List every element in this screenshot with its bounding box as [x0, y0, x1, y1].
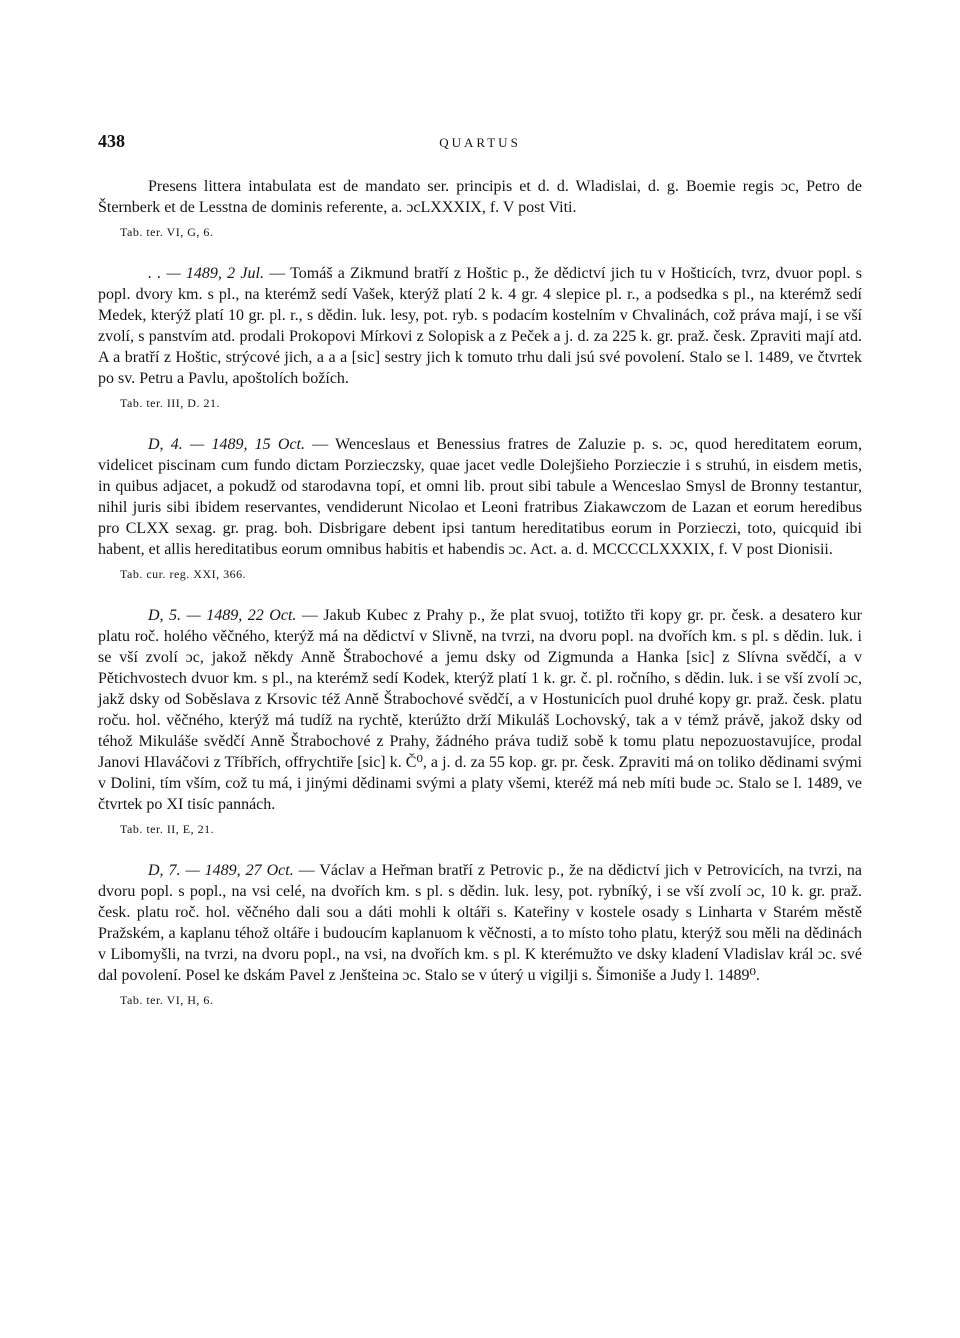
- entry-text: [98, 605, 862, 815]
- entry-source: Tab. ter. VI, H, 6.: [120, 993, 214, 1007]
- entry: [98, 176, 862, 241]
- entry-source: Tab. cur. reg. XXI, 366.: [120, 567, 247, 581]
- entry-body: — Václav a Heřman bratří z Petrovic p., že na dědictví jich v Petrovicích, na tvrzi, na dvoru popl. s popl., na vsi celé, na dvořích km. s pl. s dědin. luk. lesy, pot. rybníký, i se vší zvolí ɔc, 10 k. gr. praž. česk. platu roč. hol. věčného dali sou a dáti mohli k oltáři s. Kateřiny v kostele osady s Linharta v Starém městě Pražském, a kaplanu téhož oltáře i budoucím kaplanuom k věčnosti, a to místo toho platu, kterýž sou měli na dědinách v Libomyšli, na tvrzi, na dvoru popl., na vsi, na dvořích km. s pl. K kterémužto ve dsky kladení Vladislav král ɔc. své dal povolení. Posel ke dskám Pavel z Jenšteina ɔc. Stalo se v úterý u vigilji s. Šimoniše a Judy l. 1489⁰.: [98, 862, 862, 984]
- entry: [98, 434, 862, 583]
- entry-heading: D, 7. — 1489, 27 Oct.: [148, 862, 294, 879]
- entry-heading: D, 4. — 1489, 15 Oct.: [148, 436, 305, 453]
- entry: [98, 263, 862, 412]
- entry-heading: . . — 1489, 2 Jul.: [148, 265, 264, 282]
- entry-source: Tab. ter. VI, G, 6.: [120, 225, 214, 239]
- page-header: [98, 131, 862, 161]
- entry-body: — Wenceslaus et Benessius fratres de Zaluzie p. s. ɔc, quod hereditatem eorum, videlicet piscinam cum fundo dictam Porzieczsky, quae jacet vedle Dolejšieho Porzieczie i s struhú, in eisdem metis, in quibus adjacet, a pokudž od starodavna topí, et omni lib. prout sibi tabule a Wenceslao Smysl de Bronny testantur, nihil juris sibi ibidem reservantes, vendiderunt Nicolao et Leoni fratribus Ziakawczom de Lazan et eorum heredibus pro CLXX sexag. gr. prag. boh. Disbrigare debent ipsi tantum hereditatibus eorum in Porzieczi, toto, quicquid ibi habent, et allis hereditatibus eorum omnibus habitis et habendis ɔc. Act. a. d. MCCCCLXXXIX, f. V post Dionisii.: [98, 436, 862, 558]
- entry: [98, 860, 862, 1009]
- running-title: QUARTUS: [439, 135, 521, 150]
- entry-source: Tab. ter. III, D. 21.: [120, 396, 220, 410]
- entry-body: Presens littera intabulata est de mandato ser. principis et d. d. Wladislai, d. g. Boemie regis ɔc, Petro de Šternberk et de Lesstna de dominis referente, a. ɔcLXXXIX, f. V post Viti.: [98, 178, 862, 216]
- entry-text: [98, 263, 862, 389]
- entry-heading: D, 5. — 1489, 22 Oct.: [148, 607, 297, 624]
- entry-source: Tab. ter. II, E, 21.: [120, 822, 215, 836]
- entry: [98, 605, 862, 838]
- entry-body: — Jakub Kubec z Prahy p., že plat svuoj, totižto tři kopy gr. pr. česk. a desatero kur platu roč. holého věčného, kterýž má na dědictví v Slivně, na tvrzi, na dvoru popl. na dvořích km. s pl. s dědin. luk. i se vší zvolí ɔc, jakož někdy Anně Štrabochové a jemu dsky od Zigmunda a Hanka [sic] z Slívna svědčí, a v Pětichvostech dvuor km. s pl., na kterémž sedí Kodek, kterýž platí 1 k. gr. č. pl. ročního, s dědin. luk. i se vší zvolí ɔc, jakž dsky od Soběslava z Krsovic též Anně Štrabochové svědčí, a v Hostunicích puol druhé kopy gr. praž. česk. platu roču. hol. věčného, kterýž má tudíž na rychtě, kterúžto drží Mikuláš Lochovský, tak a v témž právě, jakož dsky od téhož Mikuláše svědčí Anně Štrabochové z Prahy, žádného práva tudiž sobě k tomu platu nepozuostavujíce, prodal Janovi Hlaváčovi z Tříbřích, offrychtiře [sic] k. Č⁰, a j. d. za 55 kop. gr. pr. česk. Zpraviti má on toliko dědinami svými v Dolini, tím vším, což tu má, i jinými dědinami svými a platy všemi, kteréž má neb míti bude ɔc. Stalo se l. 1489, ve čtvrtek po XI tisíc pannách.: [98, 607, 862, 813]
- entry-body: — Tomáš a Zikmund bratří z Hoštic p., že dědictví jich tu v Hošticích, tvrz, dvuor popl. s popl. dvory km. s pl., na kterémž sedí Vašek, kterýž platí 2 k. 4 gr. 4 slepice pl. r., a podsedka s pl., na kterémž sedí Medek, kterýž platí 10 gr. pl. r., s dědin. luk. lesy, pot. ryb. s podacím kostelním v Chvalinách, což práva mají, i se vší zvolí, s panstvím atd. prodali Prokopovi Mírkovi z Solopisk a z Peček a j. d. za 225 k. gr. praž. česk. Zpraviti mají atd. A a bratří z Hoštic, strýcové jich, a a a [sic] sestry jich k tomuto trhu dali jsú své povolení. Stalo se l. 1489, ve čtvrtek po sv. Petru a Pavlu, apoštolích božích.: [98, 265, 862, 387]
- entry-text: [98, 176, 862, 218]
- page-number: 438: [98, 131, 125, 151]
- entry-text: [98, 434, 862, 560]
- entry-text: [98, 860, 862, 986]
- document-body: [98, 176, 862, 1009]
